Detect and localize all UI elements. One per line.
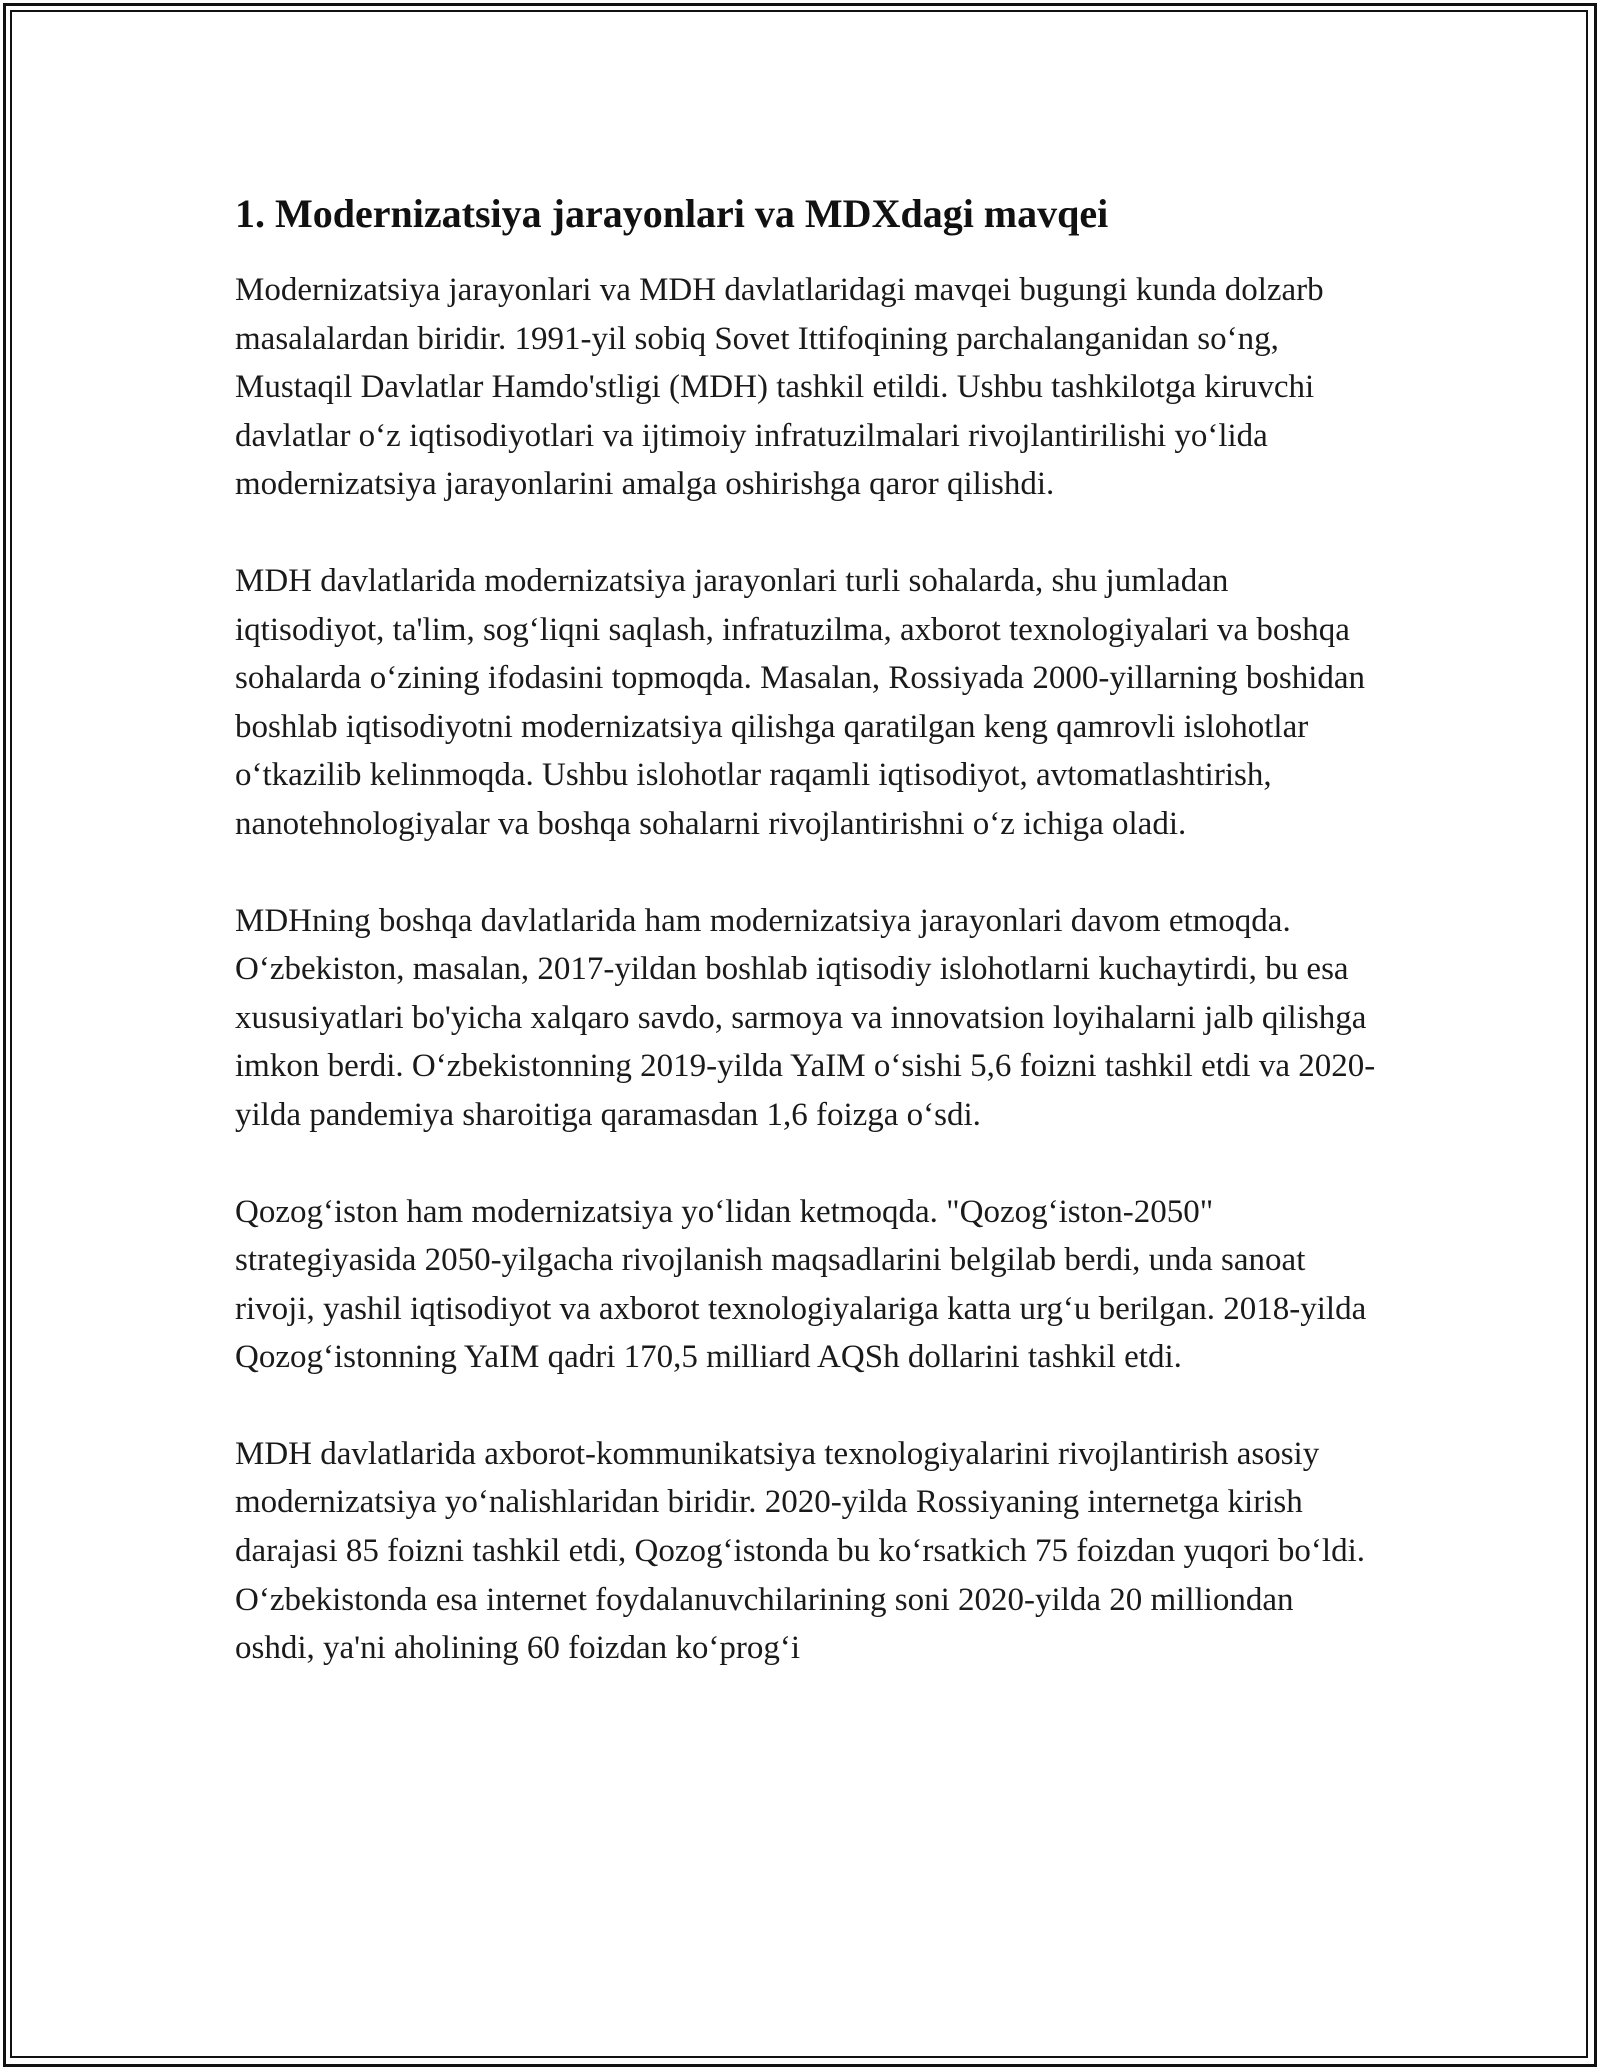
paragraph-uzbekistan: MDHning boshqa davlatlarida ham modernizatsiya jarayonlari davom etmoqda. O‘zbekiston, masalan, 2017-yildan boshlab iqtisodiy islohotlarni kuchaytirdi, bu esa xususiyatlari bo'yicha xalqaro savdo, sarmoya va innovatsion loyihalarni jalb qilishga imkon berdi. O‘zbekistonning 2019-yilda YaIM o‘sishi 5,6 foizni tashkil etdi va 2020-yilda pandemiya sharoitiga qaramasdan 1,6 foizga o‘sdi. — [235, 902, 1376, 1133]
section-heading: 1. Modernizatsiya jarayonlari va MDXdagi mavqei — [235, 191, 1109, 236]
paragraph-intro: Modernizatsiya jarayonlari va MDH davlatlaridagi mavqei bugungi kunda dolzarb masalalardan biridir. 1991-yil sobiq Sovet Ittifoqining parchalanganidan so‘ng, Mustaqil Davlatlar Hamdo'stligi (MDH) tashkil etildi. Ushbu tashkilotga kiruvchi davlatlar o‘z iqtisodiyotlari va ijtimoiy infratuzilmalari rivojlantirilishi yo‘lida modernizatsiya jarayonlarini amalga oshirishga qaror qilishdi. — [235, 272, 1324, 503]
document-body — [235, 184, 1380, 1721]
paragraph-ict: MDH davlatlarida axborot-kommunikatsiya texnologiyalarini rivojlantirish asosiy modernizatsiya yo‘nalishlaridan biridir. 2020-yilda Rossiyaning internetga kirish darajasi 85 foizni tashkil etdi, Qozog‘istonda bu ko‘rsatkich 75 foizdan yuqori bo‘ldi. O‘zbekistonda esa internet foydalanuvchilarining soni 2020-yilda 20 milliondan oshdi, ya'ni aholining 60 foizdan ko‘prog‘i — [235, 1435, 1365, 1667]
paragraph-kazakhstan: Qozog‘iston ham modernizatsiya yo‘lidan ketmoqda. "Qozog‘iston-2050" strategiyasida 2050-yilgacha rivojlanish maqsadlarini belgilab berdi, unda sanoat rivoji, yashil iqtisodiyot va axborot texnologiyalariga katta urg‘u berilgan. 2018-yilda Qozog‘istonning YaIM qadri 170,5 milliard AQSh dollarini tashkil etdi. — [235, 1193, 1367, 1376]
paragraph-sectors: MDH davlatlarida modernizatsiya jarayonlari turli sohalarda, shu jumladan iqtisodiyot, ta'lim, sog‘liqni saqlash, infratuzilma, axborot texnologiyalari va boshqa sohalarda o‘zining ifodasini topmoqda. Masalan, Rossiyada 2000-yillarning boshidan boshlab iqtisodiyotni modernizatsiya qilishga qaratilgan keng qamrovli islohotlar o‘tkazilib kelinmoqda. Ushbu islohotlar raqamli iqtisodiyot, avtomatlashtirish, nanotehnologiyalar va boshqa sohalarni rivojlantirishni o‘z ichiga oladi. — [235, 562, 1366, 842]
